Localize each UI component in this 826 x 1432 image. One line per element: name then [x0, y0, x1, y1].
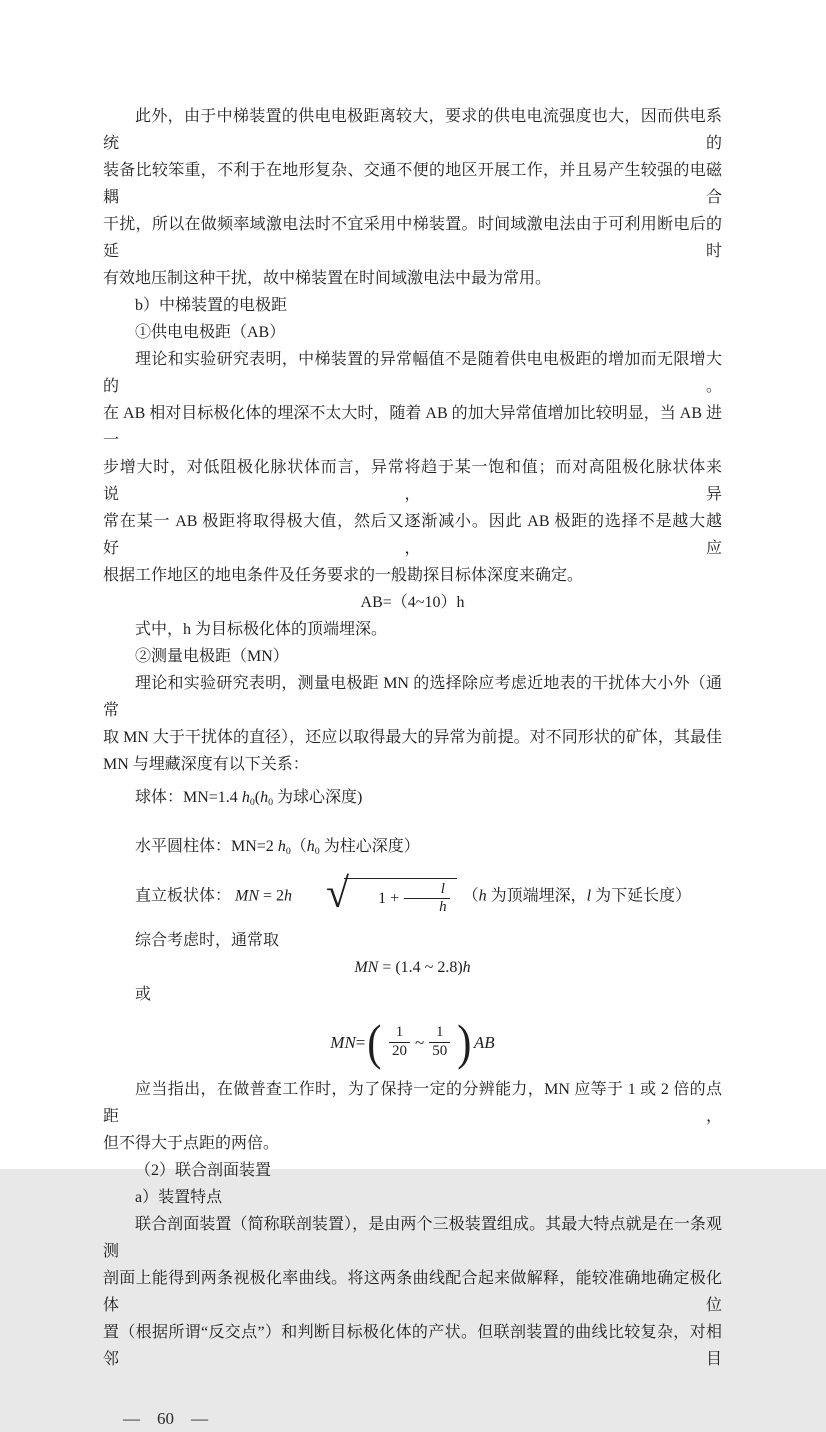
right-paren: )	[457, 1014, 472, 1071]
formula-segment: 为球心深度)	[273, 789, 363, 806]
fraction-l-over-h	[404, 881, 450, 917]
text-line: 理论和实验研究表明，中梯装置的异常幅值不是随着供电电极距的增加而无限增大的。	[103, 351, 722, 395]
section-heading-circle1: ①供电电极距（AB）	[135, 324, 286, 341]
fraction-numerator: l	[440, 881, 445, 898]
mn-symbol: MN	[354, 959, 379, 977]
formula-segment: （	[290, 838, 307, 856]
radical-sign: √	[326, 871, 350, 918]
fraction-1-50	[429, 1024, 450, 1060]
ab-symbol: AB	[473, 1032, 495, 1052]
text-line: 在 AB 相对目标极化体的埋深不太大时，随着 AB 的加大异常值增加比较明显，当 AB 进一	[103, 405, 722, 449]
formula-sphere-line	[103, 784, 722, 816]
section-heading-b: b）中梯装置的电极距	[135, 297, 288, 314]
page-footer	[103, 1405, 722, 1432]
section-heading-circle2: ②测量电极距（MN）	[135, 648, 289, 665]
paragraph-overview	[103, 103, 722, 292]
text-line: 剖面上能得到两条视极化率曲线。将这两条曲线配合起来做解释，能较准确地确定极化体位	[103, 1270, 722, 1315]
plate-eq: = 2	[259, 887, 285, 905]
fraction-1-20	[389, 1024, 410, 1060]
text-line: 有效地压制这种干扰，故中梯装置在时间域激电法中最为常用。	[103, 270, 552, 287]
subscript: 0	[268, 797, 274, 809]
formula-plate-line	[103, 871, 722, 918]
text-line: 理论和实验研究表明，测量电极距 MN 的选择除应考虑近地表的干扰体大小外（通常	[103, 675, 722, 719]
plate-note-open: （	[462, 887, 479, 905]
sqrt-one-plus: 1 +	[378, 890, 400, 908]
formula-mn-range	[103, 954, 722, 981]
plate-note-l: l	[586, 887, 592, 905]
text-line: 取 MN 大于干扰体的直径），还应以取得最大的异常为前提。对不同形状的矿体，其最佳	[103, 729, 722, 746]
fraction-numerator: 1	[436, 1024, 444, 1041]
footer-dash-left: —	[123, 1409, 140, 1429]
section-heading-a: a）装置特点	[135, 1189, 223, 1207]
plate-coefficient: h	[284, 887, 293, 905]
text-line: 应当指出，在做普查工作时，为了保持一定的分辨能力，MN 应等于 1 或 2 倍的点距，	[103, 1081, 722, 1126]
or-line: 或	[135, 986, 152, 1004]
formula-segment: h	[260, 789, 269, 806]
text-line: 干扰，所以在做频率域激电法时不宜采用中梯装置。时间域激电法由于可利用断电后的延时	[103, 216, 722, 260]
mn-symbol: MN	[330, 1032, 356, 1052]
mn-intro-line: 综合考虑时，通常取	[135, 932, 280, 950]
equals-sign: =	[355, 1032, 366, 1052]
plate-label: 直立板状体：	[135, 887, 232, 905]
formula-segment: 球体：MN=1.4	[135, 789, 242, 806]
paragraph-joint-profile	[103, 1211, 722, 1373]
formula-ab: AB=（4~10）h	[360, 594, 465, 611]
left-paren: (	[367, 1014, 382, 1071]
section-heading-2: （2）联合剖面装置	[135, 1162, 272, 1180]
formula-mn-ratio	[103, 1014, 722, 1071]
formula-segment: 水平圆柱体：MN=2	[135, 838, 278, 856]
formula-segment: h	[277, 838, 286, 856]
formula-segment: (	[254, 789, 261, 806]
formula-cylinder-line	[103, 833, 722, 865]
formula-ab-note: 式中，h 为目标极化体的顶端埋深。	[135, 621, 388, 638]
h-symbol: h	[462, 959, 471, 977]
tilde-sign: ~	[415, 1032, 425, 1052]
text-line: 此外，由于中梯装置的供电电极距离较大，要求的供电电流强度也大，因而供电系统的	[103, 108, 722, 152]
fraction-denominator: 20	[389, 1042, 410, 1060]
fraction-numerator: 1	[395, 1024, 404, 1041]
fraction-denominator: 50	[429, 1042, 450, 1060]
plate-note-mid: 为顶端埋深，	[486, 887, 587, 905]
sqrt-radical	[294, 871, 457, 918]
fraction-denominator: h	[404, 898, 450, 916]
formula-segment: 为柱心深度）	[319, 838, 420, 856]
mn-range-body: = (1.4 ~ 2.8)	[378, 959, 463, 977]
plate-note-h: h	[478, 887, 487, 905]
paragraph-ab-spacing	[103, 346, 722, 589]
text-line: 根据工作地区的地电条件及任务要求的一般勘探目标体深度来确定。	[103, 567, 584, 584]
paragraph-survey-note	[103, 1076, 722, 1157]
formula-segment: h	[306, 838, 315, 856]
subscript: 0	[314, 846, 320, 858]
paragraph-mn-spacing	[103, 670, 722, 778]
footer-dash-right: —	[191, 1409, 208, 1429]
subscript: 0	[249, 797, 255, 809]
formula-segment: h	[241, 789, 250, 806]
text-line: 步增大时，对低阻极化脉状体而言，异常将趋于某一饱和值；而对高阻极化脉状体来说，异	[103, 459, 722, 503]
text-line: 置（根据所谓“反交点”）和判断目标极化体的产状。但联剖装置的曲线比较复杂，对相邻目	[103, 1324, 722, 1369]
text-line: 常在某一 AB 极距将取得极大值，然后又逐渐减小。因此 AB 极距的选择不是越大越好，应	[103, 513, 722, 557]
text-line: MN 与埋藏深度有以下关系：	[103, 756, 309, 773]
plate-mn: MN	[235, 887, 260, 905]
text-line: 装备比较笨重，不利于在地形复杂、交通不便的地区开展工作，并且易产生较强的电磁耦合	[103, 162, 722, 206]
subscript: 0	[285, 846, 291, 858]
text-line: 联合剖面装置（简称联剖装置），是由两个三极装置组成。其最大特点就是在一条观测	[103, 1216, 722, 1261]
page-number: 60	[157, 1409, 174, 1429]
plate-note-end: 为下延长度）	[591, 887, 692, 905]
text-line: 但不得大于点距的两倍。	[103, 1135, 280, 1153]
